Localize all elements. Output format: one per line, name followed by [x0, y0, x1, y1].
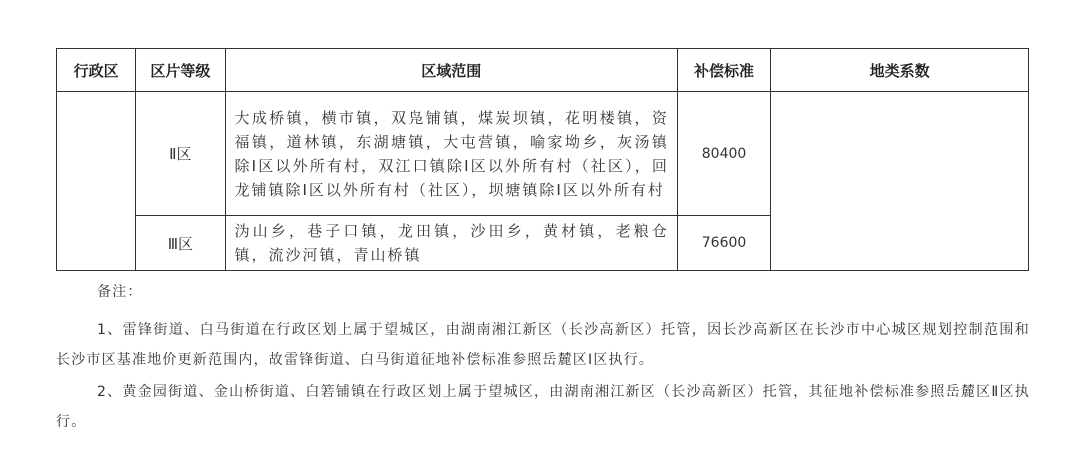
notes-heading: 备注：: [97, 284, 143, 300]
note-item-2: 2、黄金园街道、金山桥街道、白箬铺镇在行政区划上属于望城区，由湖南湘江新区（长沙高新区）托管，其征地补偿标准参照岳麓区Ⅱ区执行。: [56, 384, 1030, 430]
compensation-table: [56, 48, 1029, 271]
area-cell: 沩山乡，巷子口镇，龙田镇，沙田乡，黄材镇，老粮仓镇，流沙河镇，青山桥镇: [225, 216, 677, 271]
table-header-row: [57, 49, 1029, 92]
standard-cell: 76600: [677, 216, 770, 271]
district-cell: [57, 92, 136, 271]
header-standard: 补偿标准: [677, 49, 770, 92]
header-area: 区域范围: [225, 49, 677, 92]
table-row: [57, 92, 1029, 216]
notes-section: [56, 281, 1030, 437]
header-coefficient: 地类系数: [771, 49, 1029, 92]
compensation-table-container: [56, 48, 1029, 271]
tier-cell: Ⅲ区: [136, 216, 225, 271]
header-tier: 区片等级: [136, 49, 225, 92]
header-district: 行政区: [57, 49, 136, 92]
note-item-1: 1、雷锋街道、白马街道在行政区划上属于望城区，由湖南湘江新区（长沙高新区）托管，因长沙高新区在长沙市中心城区规划控制范围和长沙市区基准地价更新范围内，故雷锋街道、白马街道征地补偿标准参照岳麓区Ⅰ区执行。: [56, 322, 1030, 368]
coefficient-cell: [771, 92, 1029, 271]
standard-cell: 80400: [677, 92, 770, 216]
area-cell: 大成桥镇，横市镇，双凫铺镇，煤炭坝镇，花明楼镇，资福镇，道林镇，东湖塘镇，大屯营镇，喻家坳乡，灰汤镇除Ⅰ区以外所有村，双江口镇除Ⅰ区以外所有村（社区），回龙铺镇除Ⅰ区以外所有村（社区），坝塘镇除Ⅰ区以外所有村: [225, 92, 677, 216]
tier-cell: Ⅱ区: [136, 92, 225, 216]
